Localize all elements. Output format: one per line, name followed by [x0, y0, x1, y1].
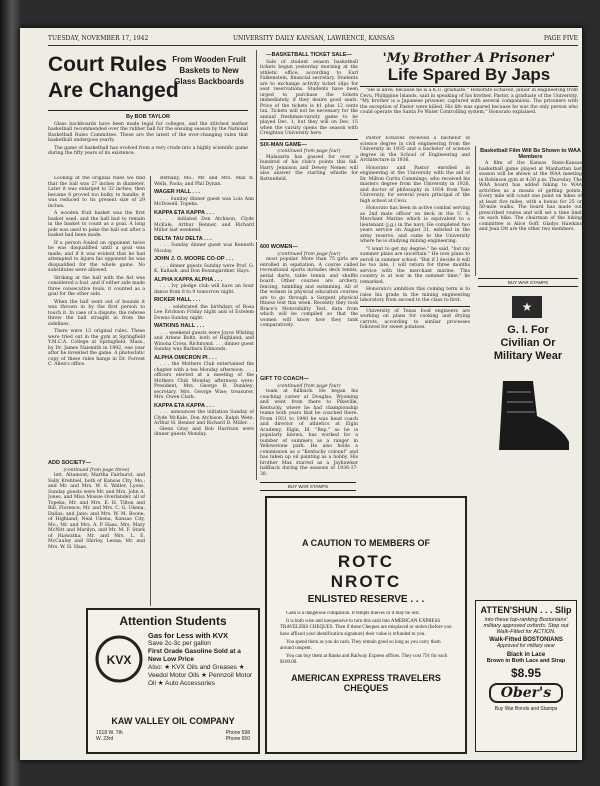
jap-headline-block	[360, 50, 578, 87]
shoe-colors-2: Brown in Both Lace and Strap	[486, 658, 566, 664]
society-item-text: . . . announces the initiation Sunday of Clyde McKale, Don Atchison, Ralph Wete, Arthur H. Benner and Richard D. Miller. . . . Glenn Gray and Bob Harrison were dinner guests Monday.	[154, 410, 254, 437]
shoe-footer: Buy War Bonds and Stamps	[494, 706, 558, 712]
court-p4: A wooden fruit basket was the first basket used, and the ball had to remain in the basket to count as a goal. A long pole was used to poke the ball out after a basket had been made.	[48, 211, 145, 238]
add-society-text: lett, Altamont; Martha Fairhurst, and Sally Krehbiel, both of Kansas City, Mo.; and Mr. and Mrs. W. S. Waller, Lyons. Sunday guests were Mr. and Mrs. John A. Jones, and Miss Mossie Overlander, all of Topeka; Mr. and Mrs. E. H. Tilton and Bill, Florence; Mr. and Mrs. C. G. Ukena, Dallas; and Jane; and Mrs. W. M. Boone, of Highland; Neal Ukena, Kansas City, Mo.; Mr. and Mrs. A. P. Haas, Mrs. Mary McNitt and Marilyn, and Mr. M. F. Stark of Hiawatha; Mr. and Mrs. L. E. McCauley and Shirley, Leona; Mr. and Mrs. W. H. Haas.	[48, 473, 145, 550]
shoe-ad	[475, 600, 577, 752]
six-hundred-women	[256, 242, 358, 372]
kvx-copy	[148, 632, 254, 688]
court-byline: By BOB TAYLOR	[125, 114, 170, 120]
six-hundred-heading: 600 WOMEN—	[260, 244, 298, 250]
gi-line-3: Military Wear	[493, 350, 563, 362]
kvx-first: First Grade Gasoline Sold at a New Low Price	[148, 648, 241, 663]
jap-lede	[360, 88, 578, 134]
film-heading: Basketball Film Will Be Shown to WAA Members	[480, 148, 581, 160]
court-subhead	[168, 54, 250, 87]
court-lede	[48, 112, 248, 174]
society-item-house: ALPHA KAPPA ALPHA . . .	[154, 276, 223, 283]
rotc-p3: You spend them as you do cash. They remain good so long as you carry them around unspent.	[280, 639, 441, 652]
shoe-approved: Approved for military wear	[496, 643, 556, 649]
society-item-text: . . . initiated Don Atchison, Clyde McKale, Arthur Benner, and Richard Miller last weekend.	[154, 217, 254, 233]
rotc-rotc: ROTC	[337, 552, 395, 571]
gift-heading: GIFT TO COACH—	[260, 376, 309, 382]
jap-p3: Honorato and Pastor enrolled in engineering at the University with the aid of Dr. Milton Curtis Cummings, who received his masters degree from the University in 1926, and doctor of philosophy in 1934 from Yale University, for several years principal of the high school at Cevu.	[360, 165, 470, 204]
court-headline-1: Court Rules	[48, 53, 168, 76]
kvx-address-1: 1518 W. 7th	[96, 730, 123, 736]
boot-image	[493, 376, 573, 456]
masthead-page: PAGE FIVE	[543, 35, 578, 42]
jap-p2: Pastor Echavez received a bachelor of science degree in civil engineering from the University in 1935 and a bachelor of science degree in the School of Engineering and Architecture in 1936.	[360, 136, 470, 163]
gift-text: team at fullback. He began his coaching career at Douglas, Wyoming and went from there to Pikeville, Kentucky, where he had championship teams both years that he coached there. From 1931 to 1940 he was head coach and director of athletics at Elgin Academy, Elgin, Ill. "Rep," as he is popularly known, has worked for a number of summers as a ranger in Yellowstone park. He also holds a commission as a "Kentucky colonel" and has taken up oil painting as a hobby. His brother Max starred as a Jayhawker halfback during the seasons of 1936-37-38.	[260, 389, 358, 477]
six-hundred-text: most popular. More than 75 girls are enrolled in equitation. A course called recreational sports includes deck tennis, aerial darts, table tennis and shuffle board. Other courses are archery, fencing, tumbling and swimming. All of the women in physical education courses are to go through a Sargent physical fitness test this week. Recently they took Brace's Motorability Test, data from which will be compiled so that the women will know how they rank comparatively.	[260, 257, 358, 328]
masthead	[48, 33, 578, 46]
kvx-addresses	[96, 730, 123, 742]
shoe-brand: Walk-Fitted BOSTONIANS	[489, 637, 563, 643]
rotc-ad	[265, 496, 467, 754]
ticket-sale-column	[256, 50, 358, 240]
society-item-house: KAPPA ETA KAPPA . . .	[154, 402, 214, 409]
binding-edge	[0, 0, 20, 786]
rotc-copy	[280, 611, 452, 669]
kvx-also: Also: ★ KVX Oils and Greases ★ Veedol Motor Oils ★ Pennzoil Motor Oil ★ Auto Accessories	[148, 664, 253, 687]
ticket-text: Sale of student season basketball tickets begun yesterday morning at the athletic office, according to Earl Falkenstein, financial secretary. Students are to exchange activity ticket slips for seat reservations. Students have been urged to purchase the tickets immediately, if they desire good seats. Price of the tickets is $1 plus 12 cents tax. Tickets will not be necessary for the annual freshman-varsity game to be played Dec. 1, but they will on Dec. 15 when the varsity opens the season with Creighton University here.	[260, 59, 358, 136]
rotc-enlisted: ENLISTED RESERVE . . .	[307, 594, 425, 605]
gi-line-2: Civilian Or	[500, 337, 556, 349]
rotc-nrotc: NROTC	[330, 572, 402, 591]
add-society-cont: (continued from page three)	[63, 467, 130, 473]
ticket-heading: —BASKETBALL TICKET SALE—	[266, 52, 352, 58]
six-man-heading: SIX-MAN GAME—	[260, 141, 307, 148]
jap-headline-1: 'My Brother A Prisoner'	[382, 51, 556, 66]
society-item-house: WATKINS HALL . . .	[154, 323, 205, 329]
add-society	[48, 458, 145, 608]
society-item-house: JOHN J. O. MOORE CO-OP . . .	[154, 256, 234, 262]
jap-headline-2: Life Spared By Japs	[387, 65, 551, 84]
society-column	[150, 176, 254, 606]
society-item-text: . . . Sunday dinner guest was Kenneth Nicolay.	[154, 243, 254, 254]
gift-to-coach	[256, 374, 358, 480]
court-headline-2: Are Changed	[48, 79, 179, 102]
masthead-date: TUESDAY, NOVEMBER 17, 1942	[48, 35, 149, 42]
society-item-house: DELTA TAU DELTA . . .	[154, 235, 212, 242]
court-p8: There were 13 original rules. These were tried out in the gym at Springfield Y.M.C.A. College at Springfield, Mass., by Dr. James Naismith in 1892, one year after he invented the game. A photostatic copy of these rules hangs in Dr. Forrest C. Allen's office.	[48, 329, 145, 367]
society-item-text: . . . Sunday dinner guest was Lois Ann McDowell, Topeka.	[154, 196, 254, 207]
society-item-house: WAGER HALL . . .	[154, 189, 201, 195]
jap-column	[360, 136, 470, 482]
shoe-colors: Black in Lace	[506, 652, 546, 658]
jap-p6: Honorato's ambition this coming term is to raise his grade in the mining engineering laboratory from second to the class to first.	[360, 287, 470, 303]
court-p1: Glass backboards have been made legal for colleges, and the stitched leather basketball recommended over the rubber ball for the ensuing season by the National Basketball Rules Committee. These are the latest of the ever-changing rules that basketball undergoes yearly.	[48, 121, 248, 143]
war-stamps-strip-2: BUY WAR STAMPS	[478, 278, 578, 287]
gi-ad	[478, 290, 578, 458]
rotc-p4: You can buy them at Banks and Railway Express offices. They cost 75¢ for each $100.00.	[280, 654, 448, 666]
society-item-house: RICKER HALL . . .	[154, 297, 201, 303]
society-item-text: . . . dinner guests Sunday were Prof. G. K. Kallash, and Don Bosungardner, Hays.	[154, 263, 254, 274]
court-sub-1: From Wooden Fruit	[172, 55, 246, 64]
kvx-address-2: W. 23rd	[96, 736, 114, 742]
rotc-p1: Cash is a dangerous companion. It tempts thieves or it may be lost.	[286, 611, 420, 616]
society-intro: Bethany, Mo.; Mr. and Mrs. Max R. Wells, Paola; and Phil Dynan.	[154, 176, 254, 187]
court-sub-2: Baskets to New	[179, 66, 239, 75]
court-sub-3: Glass Backboards	[174, 77, 244, 86]
shoe-headline: ATTEN'SHUN . . . Slip	[480, 605, 572, 615]
society-item-text: . . . the Mothers Club entertained the chapter with a tea Monday afternoon. . . . officers elected at a meeting of the Mothers Club Monday afternoon were: President, Mrs. George B. Dunkley; secretary, Mrs. George Wise; treasurer, Mrs. Owen Clark.	[154, 362, 254, 400]
gi-ad-text	[478, 324, 578, 363]
gift-cont: (continued from page four)	[277, 383, 341, 389]
shoe-sub: into these top-ranking Bostonians' military approved oxfords. Step out Walk-Fitted for ACTION.	[483, 617, 569, 635]
svg-text:KVX: KVX	[106, 653, 132, 667]
jap-p4: Honorato has been in active combat serving as 2nd mate officer on deck in the U. S. Merchant Marine which is equivalent to a lieutenant (j.g.) in the navy. He completed two years service on August 31, enlisted in the army reserve, and came to the University where he is studying mining engineering.	[360, 206, 470, 244]
kvx-phones	[226, 730, 250, 742]
six-man-cont: (continued from page four)	[277, 149, 341, 154]
add-society-heading: ADD SOCIETY—	[48, 460, 92, 466]
kvx-headline: Gas for Less with KVX	[148, 631, 229, 640]
court-column	[48, 176, 145, 456]
kvx-title: Attention Students	[119, 614, 227, 628]
six-hundred-cont: (continued from page four)	[277, 251, 341, 257]
newspaper-page	[20, 28, 582, 760]
society-items	[154, 190, 254, 438]
court-p6: Striking at the ball with the fist was considered a foul, and if either side made three consecutive fouls, it counted as a goal for the other side.	[48, 275, 145, 297]
court-p2: The game of basketball has evolved from a very crude into a highly scientific game during the fifty years of its existence.	[48, 145, 248, 156]
boot-shape	[499, 381, 569, 450]
court-p5: If a person fouled an opponent twice he was disqualified until a goal was made; and if it was evident that he had attempted to injure his opponent he was disqualified for the whole game. No substitutes were allowed.	[48, 240, 145, 273]
war-stamps-strip-1: BUY WAR STAMPS	[260, 482, 356, 491]
jap-p5: "I want to get my degree," he said, "but my summer plans are uncertain." He now plans to enroll in summer school. "But if I decide it will be too late, I will return for three months service with the merchant marine. This country is at war in the summer time," he remarked.	[360, 246, 470, 285]
kvx-phone-2: Phone 650	[225, 736, 250, 742]
film-text: A film of the Kansas State-Kansas basketball game played at Manhattan last season will be shown at the WAA meeting in Robinson gym at 4:30 p.m. Thursday. The WAA board has added hiking to WAA activities as a means of getting points. Every mile will count one point on hikes of at least five miles, with a bonus for 25 or 50-mile walks. The board has made out prescribed routes and will set a time limit on each hike. The chairman of the hiking committee is Alice Goff. Gladys Hawkins and Jean Ott are the other two members.	[479, 161, 582, 232]
society-item-text: . . . Ivy pledge club will have an hour dance from 8 to 9 tomorrow night.	[154, 284, 254, 295]
jap-p1: "He is alive, because he is a K.U. graduate," Honorato Echavez, junior in engineering from Cevu, Philippine Islands, said in speaking of his brother, Pastor, a graduate of the University. "My brother is a Japanese prisoner, captured with several companions. The prisoners with the exception of Pastor were killed. His life was spared because he was the only person who could operate the Santa Fe Water Controlling system," Honorato explained.	[360, 88, 578, 115]
six-man-text: Malasarin has passed for over a hundred of his club's points this fall. Harry Jennison and Dewey Nemec will also answer the starting whistle for Battenfield.	[260, 154, 358, 182]
rotc-p2: It is both wise and inexpensive to turn this cash into AMERICAN EXPRESS TRAVELERS CHEQUES. Then if these Cheques are misplaced or stolen (before you have affixed your identification signature) their value is refunded to you.	[280, 619, 452, 637]
court-p7: When the ball went out of bounds it was thrown in by the first person to touch it. In case of a dispute, the referee threw the ball straight in from the sidelines.	[48, 299, 145, 327]
jap-p7: University of Texas food engineers are working on plans for cooking and drying carrots, according to similar processes followed for sweet potatoes.	[360, 308, 470, 330]
society-item-house: ALPHA OMICRON PI . . .	[154, 354, 217, 361]
masthead-paper: UNIVERSITY DAILY KANSAN, LAWRENCE, KANSAS	[233, 35, 395, 42]
kvx-save: Save 2c-3c per gallon	[148, 640, 211, 647]
shoe-store: Ober's	[489, 683, 563, 703]
gas-pump-icon	[94, 634, 144, 684]
film-column	[475, 146, 582, 276]
kvx-ad	[86, 608, 260, 754]
kvx-company: KAW VALLEY OIL COMPANY	[111, 716, 235, 726]
court-headline-block	[48, 50, 248, 111]
court-p3: Looking at the original rules we find that the ball was 27 inches in diameter. Later it was enlarged to 32 inches; then became 8 proved too bulky to handle; it was reduced to its present size of 29 inches.	[48, 176, 145, 209]
society-item-house: KAPPA ETA KAPPA . . .	[154, 209, 214, 216]
society-item-text: . . . celebrated the birthdays of Rosa Lee Erickson Friday night and of Estelem Downs Sunday night.	[154, 304, 254, 321]
gi-line-1: G. I. For	[507, 324, 549, 336]
shoe-price: $8.95	[510, 666, 542, 680]
shield-icon: ★	[512, 296, 542, 318]
society-item-text: . . . weekend guests were Joyce Whiting and Arlene Boltz, both of Highland; and Winona Cross, Richmond. . . . dinner guest Sunday was Barbara Edmonds.	[154, 330, 254, 352]
kvx-phone-1: Phone 598	[225, 730, 250, 736]
rotc-brand: AMERICAN EXPRESS TRAVELERS CHEQUES	[291, 672, 441, 693]
rotc-caution: A CAUTION TO MEMBERS OF	[302, 538, 430, 548]
